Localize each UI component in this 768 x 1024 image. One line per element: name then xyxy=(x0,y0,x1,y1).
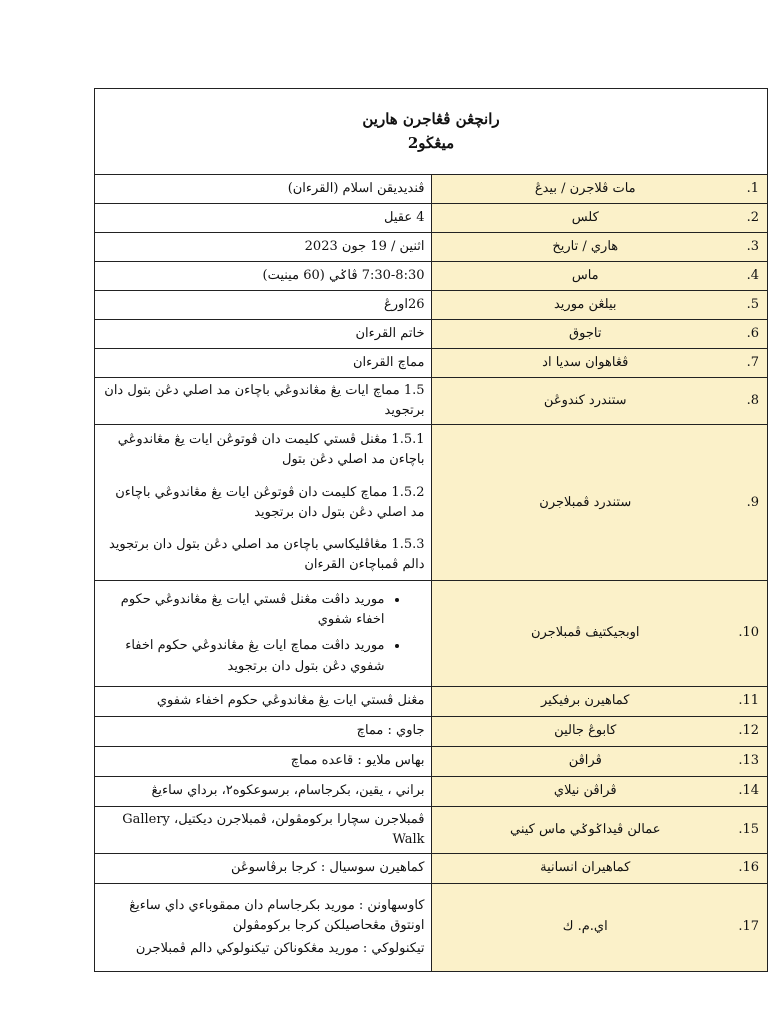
row-values xyxy=(95,776,768,806)
row-label: اي.م. ك xyxy=(562,919,608,935)
objectives-cell xyxy=(95,581,432,687)
row-topic xyxy=(95,320,768,349)
row-label-cell xyxy=(431,262,768,291)
row-value: ڤمبلاجرن سچارا برکومڤولن، ڤمبلاجرن ديکتيل، Gallery Walk xyxy=(95,806,432,853)
row-number: 3. xyxy=(746,238,759,254)
row-label: ستندرد ڤمبلاجرن xyxy=(539,494,632,510)
row-number: 12. xyxy=(738,723,759,739)
row-label-cell xyxy=(431,853,768,883)
emk-cell xyxy=(95,883,432,971)
row-label-cell xyxy=(431,806,768,853)
title-cell xyxy=(95,89,768,175)
row-label: ڤڠاهوان سديا اد xyxy=(542,354,629,370)
row-number: 1. xyxy=(746,180,759,196)
row-label: تاجوق xyxy=(569,325,602,341)
row-prior-knowledge xyxy=(95,349,768,378)
row-content-standard xyxy=(95,378,768,425)
row-value: جاوي : مماچ xyxy=(95,716,432,746)
learning-standard-item: 1.5.3 مڠاڤليکاسي باچاءن مد اصلي دڠن بتول دان برتجويد دالم ڤمباچاءن القرءان xyxy=(108,536,425,572)
row-label: کابوڠ جالين xyxy=(554,723,617,739)
row-student-count xyxy=(95,291,768,320)
row-label-cell xyxy=(431,716,768,746)
title-row xyxy=(95,89,768,175)
row-value: کماهيرن سوسيال : کرجا برڤاسوڠن xyxy=(95,853,432,883)
row-label-cell xyxy=(431,233,768,262)
lesson-plan-sheet xyxy=(94,88,768,972)
row-number: 2. xyxy=(746,209,759,225)
row-number: 13. xyxy=(738,753,759,769)
row-value: اثنين / 19 جون 2023 xyxy=(95,233,432,262)
row-number: 6. xyxy=(746,325,759,341)
row-value: 26اورڠ xyxy=(95,291,432,320)
row-label: مات ڤلاجرن / بيدڠ xyxy=(534,180,636,196)
row-value: 1.5 مماچ ايات يڠ مڠاندوڠي باچاءن مد اصلي دڠن بتول دان برتجويد xyxy=(95,378,432,425)
row-value: خاتم القرءان xyxy=(95,320,432,349)
row-class xyxy=(95,204,768,233)
row-label: بيلڠن موريد xyxy=(553,296,617,312)
row-label-cell xyxy=(431,349,768,378)
row-label-cell xyxy=(431,686,768,716)
row-number: 16. xyxy=(738,860,759,876)
learning-standard-cell xyxy=(95,425,432,581)
lesson-plan-table xyxy=(94,88,768,972)
row-label-cell xyxy=(431,776,768,806)
row-number: 4. xyxy=(746,267,759,283)
row-thinking-skills xyxy=(95,686,768,716)
row-value: مماچ القرءان xyxy=(95,349,432,378)
row-value: بهاس ملايو : قاعده مماچ xyxy=(95,746,432,776)
emk-item: کاوسهاونن : موريد بکرجاسام دان ممقوباءي داي ساءيڠ اونتوق مڠحاصيلکن کرجا برکومڤولن xyxy=(129,898,425,934)
row-number: 11. xyxy=(738,693,759,709)
row-number: 17. xyxy=(738,919,759,935)
row-subject xyxy=(95,175,768,204)
row-label: ڤراڤن نيلاي xyxy=(553,783,617,799)
row-label-cell xyxy=(431,581,768,687)
row-label: هاري / تاريخ xyxy=(552,238,619,254)
row-label: اوبجيکتيف ڤمبلاجرن xyxy=(530,625,640,641)
row-value: ڤنديديقن اسلام (القرءان) xyxy=(95,175,432,204)
row-label-cell xyxy=(431,425,768,581)
row-label: کماهيران انسانية xyxy=(540,860,631,876)
row-label-cell xyxy=(431,883,768,971)
row-number: 9. xyxy=(746,494,759,510)
row-value: براني ، يقين، بکرجاسام، برسوعکوه٢، برداي ساءيڠ xyxy=(95,776,432,806)
learning-standard-item: 1.5.2 مماچ کليمت دان ڤوتوڠن ايات يڠ مڠاندوڠي باچاءن مد اصلي دڠن بتول دان برتجويد xyxy=(115,484,425,520)
row-label: ستندرد کندوڠن xyxy=(543,393,627,409)
row-connection xyxy=(95,716,768,746)
learning-standard-item: 1.5.1 مڠنل ڤستي کليمت دان ڤوتوڠن ايات يڠ مڠاندوڠي باچاءن مد اصلي دڠن بتول xyxy=(117,432,425,468)
row-label: کماهيرن برفيکير xyxy=(541,693,630,709)
row-label-cell xyxy=(431,175,768,204)
row-value: مڠنل ڤستي ايات يڠ مڠاندوڠي حکوم اخفاء شفوي xyxy=(95,686,432,716)
row-label-cell xyxy=(431,204,768,233)
row-label: ماس xyxy=(571,267,599,283)
row-date xyxy=(95,233,768,262)
row-label: عمالن ڤيداݢوݢي ماس کيني xyxy=(509,821,661,837)
row-learning-standard xyxy=(95,425,768,581)
row-label-cell xyxy=(431,320,768,349)
page-subtitle: ميڠڬو2 xyxy=(407,133,455,152)
row-application xyxy=(95,746,768,776)
row-emk xyxy=(95,883,768,971)
row-label: ڤراڤن xyxy=(568,753,602,769)
row-value: 7:30-8:30 ڤاݢي (60 مينيت) xyxy=(95,262,432,291)
row-pedagogy xyxy=(95,806,768,853)
row-time xyxy=(95,262,768,291)
row-label-cell xyxy=(431,291,768,320)
row-label-cell xyxy=(431,746,768,776)
row-label: کلس xyxy=(571,209,599,225)
row-value: 4 عقيل xyxy=(95,204,432,233)
row-number: 7. xyxy=(746,354,759,370)
row-number: 14. xyxy=(738,783,759,799)
objective-item: • موريد داڤت مماچ ايات يڠ مڠاندوڠي حکوم اخفاء شفوي دڠن بتول دان برتجويد xyxy=(101,636,385,676)
row-objectives xyxy=(95,581,768,687)
row-number: 5. xyxy=(746,296,759,312)
emk-item: تيکنولوکي : موريد مڠکوناکن تيکنولوکي دالم ڤمبلاجرن xyxy=(135,940,425,956)
row-label-cell xyxy=(431,378,768,425)
row-human-skills xyxy=(95,853,768,883)
objectives-list xyxy=(101,590,425,677)
row-number: 15. xyxy=(738,821,759,837)
row-number: 8. xyxy=(746,393,759,409)
objective-item: • موريد داڤت مڠنل ڤستي ايات يڠ مڠاندوڠي حکوم اخفاء شفوي xyxy=(101,590,385,630)
row-number: 10. xyxy=(738,625,759,641)
page-title: رانچڠن ڤڠاجرن هارين xyxy=(362,110,500,129)
